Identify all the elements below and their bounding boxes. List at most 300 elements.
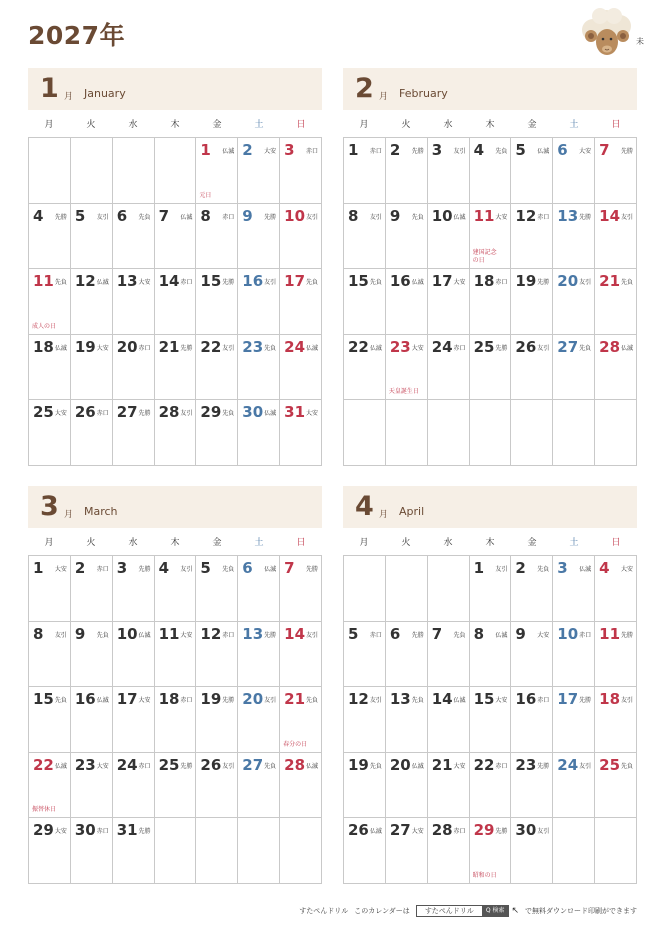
- empty-cell: [344, 556, 386, 622]
- day-cell: [238, 138, 280, 204]
- day-cell: [386, 818, 428, 884]
- day-number: 26: [200, 755, 222, 774]
- day-number: 8: [348, 206, 359, 225]
- day-number: 7: [158, 206, 169, 225]
- empty-cell: [155, 138, 197, 204]
- rokuyo-label: 先負: [264, 344, 277, 352]
- rokuyo-label: 大安: [305, 410, 318, 418]
- rokuyo-label: 友引: [369, 213, 382, 221]
- rokuyo-label: 仏滅: [264, 410, 277, 418]
- day-number: 2: [515, 559, 526, 577]
- rokuyo-label: 先負: [537, 566, 550, 573]
- day-cell: [428, 753, 470, 819]
- rokuyo-label: 仏滅: [96, 279, 109, 287]
- day-cell: [155, 622, 197, 688]
- day-number: 10: [116, 624, 138, 643]
- weekday-tue: 火: [86, 120, 96, 130]
- day-cell: [595, 687, 637, 753]
- day-number: 29: [33, 821, 54, 840]
- day-number: 28: [599, 337, 621, 356]
- rokuyo-label: 大安: [411, 344, 424, 352]
- rokuyo-label: 先勝: [620, 631, 633, 639]
- day-cell: [71, 400, 113, 466]
- day-cell: [196, 204, 238, 270]
- day-number: 15: [200, 272, 222, 291]
- day-cell: [344, 753, 386, 819]
- day-number: 9: [515, 624, 526, 643]
- day-number: 19: [515, 272, 537, 291]
- rokuyo-label: 仏滅: [305, 344, 318, 352]
- rokuyo-label: 赤口: [453, 344, 466, 352]
- rokuyo-label: 先勝: [495, 344, 508, 352]
- day-number: 1: [200, 141, 211, 159]
- day-cell: [196, 622, 238, 688]
- day-cell: [280, 687, 322, 753]
- rokuyo-label: 先負: [138, 213, 151, 221]
- holiday-name: 春分の日: [283, 740, 308, 748]
- rokuyo-label: 仏滅: [495, 631, 508, 639]
- day-number: 25: [599, 755, 621, 774]
- rokuyo-label: 友引: [620, 697, 633, 705]
- day-number: 13: [389, 690, 411, 709]
- day-number: 24: [284, 337, 306, 356]
- day-cell: [113, 818, 155, 884]
- rokuyo-label: 仏滅: [369, 828, 382, 836]
- weekday-fri: 金: [212, 538, 222, 548]
- day-grid: [343, 137, 637, 466]
- rokuyo-label: 先勝: [222, 697, 235, 705]
- day-number: 25: [33, 403, 54, 422]
- sheep-icon: [578, 8, 644, 58]
- day-number: 15: [348, 272, 369, 291]
- day-cell: [71, 204, 113, 270]
- day-cell: [238, 622, 280, 688]
- day-cell: [595, 622, 637, 688]
- day-cell: [511, 622, 553, 688]
- rokuyo-label: 友引: [579, 762, 592, 770]
- day-cell: [344, 269, 386, 335]
- day-number: 28: [284, 755, 306, 774]
- day-cell: [155, 335, 197, 401]
- holiday-name: 建国記念 の日: [472, 249, 497, 265]
- day-number: 28: [431, 821, 453, 840]
- rokuyo-label: 友引: [264, 279, 277, 287]
- day-cell: [428, 335, 470, 401]
- day-cell: [113, 269, 155, 335]
- rokuyo-label: 友引: [620, 213, 633, 221]
- day-number: 30: [242, 403, 264, 422]
- day-number: 6: [242, 559, 253, 577]
- day-cell: [595, 204, 637, 270]
- day-number: 4: [33, 206, 44, 225]
- day-number: 17: [284, 272, 306, 291]
- month-april: [343, 486, 637, 884]
- rokuyo-label: 赤口: [222, 631, 235, 639]
- month-number: 1: [40, 73, 59, 104]
- rokuyo-label: 大安: [453, 279, 466, 287]
- day-number: 22: [348, 337, 369, 356]
- day-number: 25: [473, 337, 495, 356]
- day-number: 24: [431, 337, 453, 356]
- day-cell: [196, 269, 238, 335]
- rokuyo-label: 大安: [537, 631, 550, 639]
- rokuyo-label: 赤口: [96, 566, 109, 573]
- rokuyo-label: 友引: [369, 697, 382, 705]
- rokuyo-label: 友引: [54, 631, 67, 639]
- empty-cell: [553, 400, 595, 466]
- rokuyo-label: 友引: [222, 344, 235, 352]
- rokuyo-label: 先勝: [180, 762, 193, 770]
- day-number: 10: [431, 206, 453, 225]
- weekday-mon: 月: [359, 120, 369, 130]
- day-number: 14: [431, 690, 453, 709]
- day-number: 20: [242, 690, 264, 709]
- day-cell: [71, 335, 113, 401]
- rokuyo-label: 仏滅: [96, 697, 109, 705]
- rokuyo-label: 先勝: [222, 279, 235, 287]
- rokuyo-label: 先勝: [54, 213, 67, 221]
- rokuyo-label: 大安: [579, 148, 592, 155]
- rokuyo-label: 友引: [579, 279, 592, 287]
- day-cell: [29, 818, 71, 884]
- rokuyo-label: 赤口: [537, 213, 550, 221]
- empty-cell: [280, 818, 322, 884]
- day-number: 24: [116, 755, 138, 774]
- rokuyo-label: 仏滅: [54, 762, 67, 770]
- empty-cell: [595, 818, 637, 884]
- rokuyo-label: 先負: [222, 410, 235, 418]
- search-button[interactable]: Q 検索: [482, 906, 509, 916]
- day-cell: [113, 622, 155, 688]
- day-cell: [71, 753, 113, 819]
- month-january: [28, 68, 322, 466]
- day-number: 21: [599, 272, 621, 291]
- day-cell: [29, 753, 71, 819]
- footer-suffix: で無料ダウンロード印刷ができます: [525, 907, 637, 915]
- day-number: 3: [431, 141, 443, 159]
- day-number: 2: [242, 141, 253, 159]
- day-cell: [511, 556, 553, 622]
- weekday-fri: 金: [527, 538, 537, 548]
- rokuyo-label: 赤口: [537, 697, 550, 705]
- rokuyo-label: 先負: [369, 762, 382, 770]
- day-number: 22: [473, 755, 495, 774]
- weekday-sat: 土: [569, 538, 579, 548]
- day-number: 20: [116, 337, 138, 356]
- weekday-sat: 土: [254, 538, 264, 548]
- rokuyo-label: 先負: [369, 279, 382, 287]
- day-grid: [28, 555, 322, 884]
- rokuyo-label: 友引: [495, 566, 508, 573]
- day-cell: [511, 138, 553, 204]
- weekday-thu: 木: [170, 538, 180, 548]
- day-cell: [553, 204, 595, 270]
- day-cell: [71, 818, 113, 884]
- rokuyo-label: 先負: [620, 279, 633, 287]
- day-number: 29: [200, 403, 222, 422]
- day-number: 25: [158, 755, 180, 774]
- rokuyo-label: 赤口: [180, 697, 193, 705]
- day-cell: [196, 138, 238, 204]
- day-number: 27: [242, 755, 264, 774]
- rokuyo-label: 友引: [537, 828, 550, 836]
- rokuyo-label: 先負: [222, 566, 235, 573]
- rokuyo-label: 赤口: [138, 762, 151, 770]
- month-header: [28, 486, 322, 528]
- day-cell: [29, 335, 71, 401]
- day-number: 22: [200, 337, 222, 356]
- rokuyo-label: 先勝: [138, 828, 151, 836]
- holiday-name: 昭和の日: [472, 871, 497, 879]
- empty-cell: [29, 138, 71, 204]
- rokuyo-label: 先勝: [537, 279, 550, 287]
- day-cell: [71, 687, 113, 753]
- day-cell: [428, 687, 470, 753]
- day-cell: [238, 269, 280, 335]
- day-number: 18: [158, 690, 180, 709]
- rokuyo-label: 友引: [305, 213, 318, 221]
- weekday-mon: 月: [44, 120, 54, 130]
- day-cell: [344, 687, 386, 753]
- rokuyo-label: 先負: [411, 213, 424, 221]
- weekday-fri: 金: [212, 120, 222, 130]
- day-number: 26: [74, 403, 96, 422]
- rokuyo-label: 大安: [54, 410, 67, 418]
- day-cell: [280, 138, 322, 204]
- day-cell: [280, 204, 322, 270]
- day-cell: [280, 622, 322, 688]
- day-number: 4: [599, 559, 610, 577]
- month-february: [343, 68, 637, 466]
- empty-cell: [511, 400, 553, 466]
- day-cell: [155, 556, 197, 622]
- day-number: 26: [348, 821, 369, 840]
- footer-prefix: このカレンダーは: [354, 907, 410, 915]
- day-cell: [238, 335, 280, 401]
- day-cell: [280, 400, 322, 466]
- day-cell: [511, 204, 553, 270]
- day-number: 15: [33, 690, 54, 709]
- day-number: 17: [431, 272, 453, 291]
- rokuyo-label: 仏滅: [579, 566, 592, 573]
- day-number: 16: [242, 272, 264, 291]
- day-cell: [511, 335, 553, 401]
- day-cell: [113, 753, 155, 819]
- rokuyo-label: 大安: [180, 631, 193, 639]
- day-cell: [595, 335, 637, 401]
- day-number: 9: [389, 206, 401, 225]
- day-number: 10: [284, 206, 306, 225]
- rokuyo-label: 友引: [264, 697, 277, 705]
- day-number: 5: [200, 559, 211, 577]
- rokuyo-label: 仏滅: [54, 344, 67, 352]
- day-number: 21: [158, 337, 180, 356]
- day-number: 14: [599, 206, 621, 225]
- rokuyo-label: 大安: [138, 697, 151, 705]
- rokuyo-label: 赤口: [222, 213, 235, 221]
- weekday-mon: 月: [359, 538, 369, 548]
- month-name: February: [399, 87, 448, 100]
- day-cell: [29, 556, 71, 622]
- day-number: 1: [473, 559, 484, 577]
- day-cell: [238, 753, 280, 819]
- rokuyo-label: 仏滅: [620, 344, 633, 352]
- day-number: 3: [557, 559, 568, 577]
- day-cell: [280, 335, 322, 401]
- day-number: 29: [473, 821, 495, 840]
- empty-cell: [386, 400, 428, 466]
- day-number: 8: [473, 624, 484, 643]
- month-header: [343, 486, 637, 528]
- day-number: 7: [431, 624, 443, 643]
- weekday-thu: 木: [485, 538, 495, 548]
- day-number: 16: [74, 690, 96, 709]
- rokuyo-label: 大安: [96, 344, 109, 352]
- day-cell: [280, 269, 322, 335]
- rokuyo-label: 先負: [305, 697, 318, 705]
- day-cell: [196, 753, 238, 819]
- day-cell: [511, 687, 553, 753]
- search-box-text: すたぺんドリル: [424, 907, 474, 915]
- weekday-sun: 日: [611, 120, 621, 130]
- day-number: 15: [473, 690, 495, 709]
- day-number: 13: [242, 624, 264, 643]
- day-cell: [344, 335, 386, 401]
- day-number: 2: [389, 141, 401, 159]
- weekday-sun: 日: [296, 120, 306, 130]
- month-march: [28, 486, 322, 884]
- day-cell: [470, 335, 512, 401]
- day-number: 7: [284, 559, 295, 577]
- day-cell: [155, 269, 197, 335]
- day-number: 16: [515, 690, 537, 709]
- rokuyo-label: 先勝: [264, 631, 277, 639]
- day-cell: [196, 400, 238, 466]
- rokuyo-label: 仏滅: [453, 697, 466, 705]
- day-number: 8: [33, 624, 44, 643]
- day-cell: [280, 753, 322, 819]
- day-number: 17: [557, 690, 579, 709]
- day-cell: [428, 138, 470, 204]
- month-kanji: 月: [64, 510, 74, 520]
- day-number: 17: [116, 690, 138, 709]
- day-number: 22: [33, 755, 54, 774]
- weekday-header: [343, 113, 637, 137]
- month-number: 4: [355, 491, 374, 522]
- day-cell: [470, 138, 512, 204]
- day-number: 19: [348, 755, 369, 774]
- rokuyo-label: 仏滅: [369, 344, 382, 352]
- day-cell: [113, 204, 155, 270]
- rokuyo-label: 赤口: [96, 410, 109, 418]
- day-cell: [113, 556, 155, 622]
- day-cell: [196, 687, 238, 753]
- day-cell: [595, 556, 637, 622]
- month-header: [343, 68, 637, 110]
- rokuyo-label: 先勝: [411, 148, 424, 155]
- rokuyo-label: 大安: [96, 762, 109, 770]
- rokuyo-label: 先負: [453, 631, 466, 639]
- holiday-name: 振替休日: [32, 806, 57, 814]
- day-number: 16: [389, 272, 411, 291]
- rokuyo-label: 先負: [305, 279, 318, 287]
- day-number: 1: [348, 141, 359, 159]
- day-cell: [155, 687, 197, 753]
- day-cell: [238, 400, 280, 466]
- rokuyo-label: 友引: [222, 762, 235, 770]
- day-cell: [113, 335, 155, 401]
- rokuyo-label: 先勝: [579, 213, 592, 221]
- day-number: 13: [557, 206, 579, 225]
- rokuyo-label: 仏滅: [138, 631, 151, 639]
- rokuyo-label: 先勝: [620, 148, 633, 155]
- rokuyo-label: 先負: [579, 344, 592, 352]
- day-number: 4: [473, 141, 484, 159]
- day-number: 27: [557, 337, 579, 356]
- rokuyo-label: 先勝: [537, 762, 550, 770]
- day-number: 12: [515, 206, 537, 225]
- day-number: 21: [431, 755, 453, 774]
- footer: [299, 905, 637, 917]
- rokuyo-label: 大安: [495, 697, 508, 705]
- search-box[interactable]: [416, 905, 510, 917]
- day-number: 21: [284, 690, 306, 709]
- day-cell: [29, 622, 71, 688]
- day-cell: [470, 556, 512, 622]
- rokuyo-label: 大安: [411, 828, 424, 836]
- weekday-header: [28, 531, 322, 555]
- day-number: 11: [33, 272, 54, 291]
- day-number: 26: [515, 337, 537, 356]
- zodiac-label: 未: [636, 37, 644, 46]
- month-kanji: 月: [379, 92, 389, 102]
- rokuyo-label: 友引: [180, 566, 193, 573]
- rokuyo-label: 先勝: [579, 697, 592, 705]
- day-cell: [344, 138, 386, 204]
- holiday-name: 成人の日: [32, 322, 57, 330]
- day-number: 4: [158, 559, 169, 577]
- day-cell: [29, 687, 71, 753]
- weekday-tue: 火: [401, 120, 411, 130]
- rokuyo-label: 赤口: [579, 631, 592, 639]
- cursor-icon: ↖: [511, 906, 519, 916]
- day-cell: [196, 335, 238, 401]
- day-cell: [238, 204, 280, 270]
- day-cell: [386, 622, 428, 688]
- day-grid: [343, 555, 637, 884]
- rokuyo-label: 先勝: [138, 566, 151, 573]
- day-cell: [196, 556, 238, 622]
- day-number: 8: [200, 206, 211, 225]
- day-cell: [386, 138, 428, 204]
- rokuyo-label: 先負: [495, 148, 508, 155]
- month-name: March: [84, 505, 118, 518]
- rokuyo-label: 大安: [495, 213, 508, 221]
- day-number: 24: [557, 755, 579, 774]
- empty-cell: [71, 138, 113, 204]
- day-grid: [28, 137, 322, 466]
- day-cell: [29, 204, 71, 270]
- weekday-wed: 水: [443, 538, 453, 548]
- month-name: April: [399, 505, 425, 518]
- day-number: 3: [284, 141, 295, 159]
- day-number: 9: [74, 624, 86, 643]
- rokuyo-label: 先負: [54, 279, 67, 287]
- month-number: 3: [40, 491, 59, 522]
- day-number: 1: [33, 559, 44, 577]
- day-cell: [155, 204, 197, 270]
- day-number: 31: [116, 821, 138, 840]
